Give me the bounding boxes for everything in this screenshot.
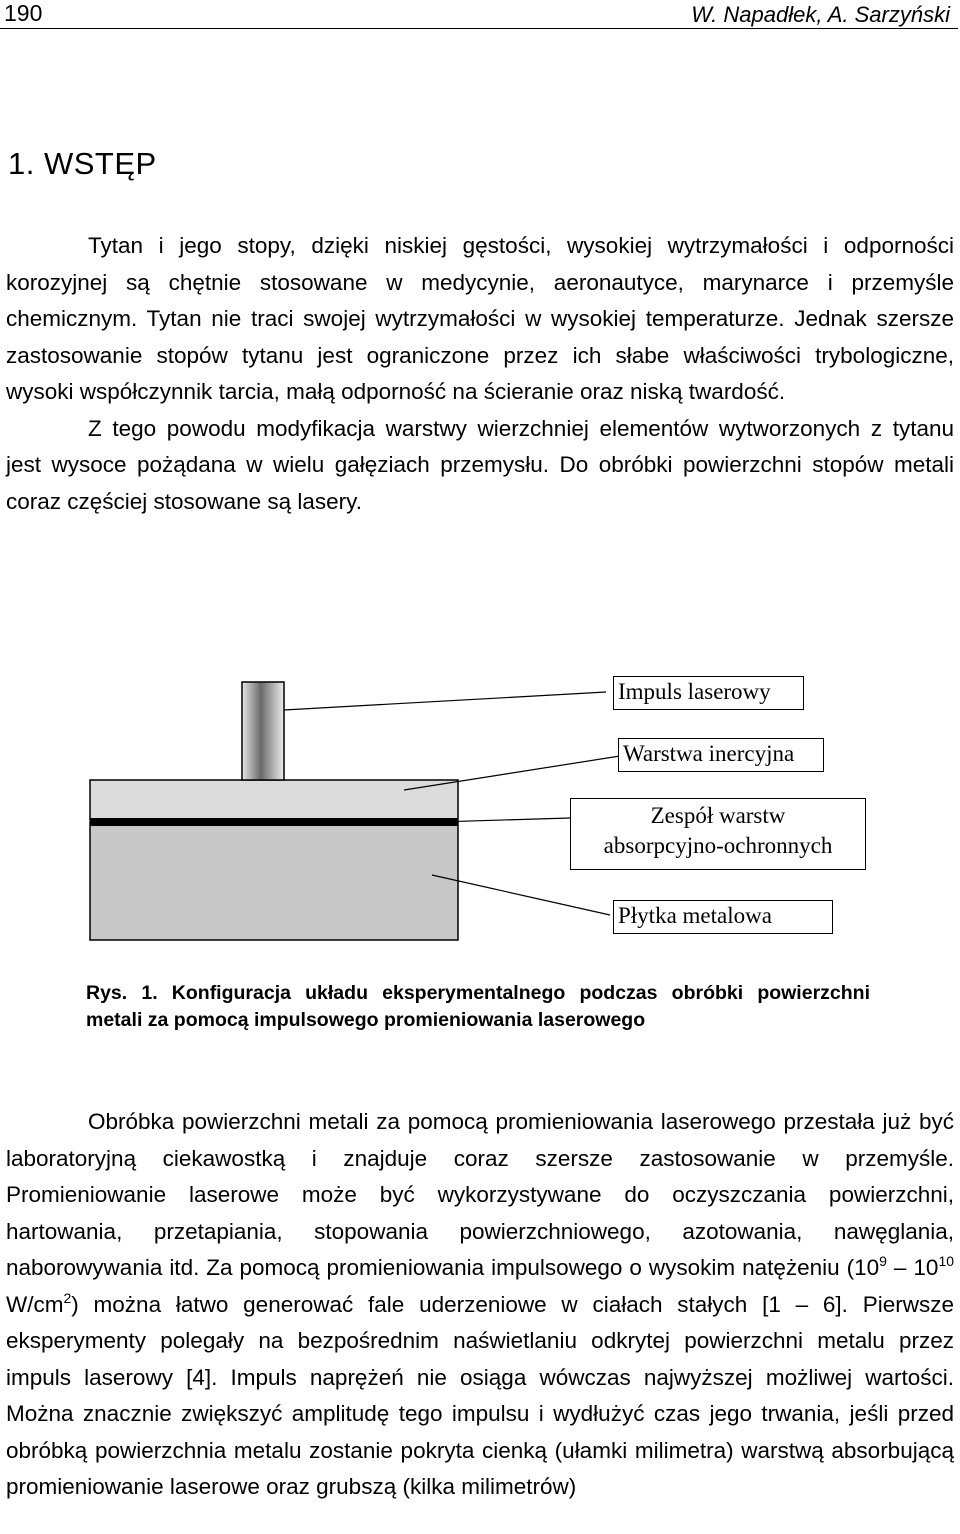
intro-paragraph (6, 228, 954, 520)
figure-caption: Rys. 1. Konfiguracja układu eksperymentalnego podczas obróbki powierzchni metali za pomocą impulsowego promieniowania laserowego (86, 982, 870, 1031)
laser-beam (242, 682, 284, 780)
exponent-2: 10 (938, 1253, 955, 1269)
leader-line-laser-pulse (284, 692, 606, 710)
running-head-authors: W. Napadłek, A. Sarzyński (691, 2, 950, 27)
leader-line-inertial-layer (404, 756, 620, 790)
body-paragraph (6, 1104, 954, 1506)
figure-laser-setup (80, 670, 880, 950)
metal-plate (90, 822, 458, 940)
label-absorption-layers-line-1: Zespół warstw (650, 803, 786, 828)
absorption-layer (90, 818, 458, 826)
body-text-part-2: – 10 (886, 1255, 939, 1280)
section-title: 1. WSTĘP (8, 146, 157, 181)
label-metal-plate: Płytka metalowa (613, 900, 833, 934)
intro-paragraph-part-1: Tytan i jego stopy, dzięki niskiej gęstości, wysokiej wytrzymałości i odporności korozyjnej są chętnie stosowane w medycynie, aeronautyce, marynarce i przemyśle chemicznym. Tytan nie traci swojej wytrzymałości w wysokiej temperaturze. Jednak szersze zastosowanie stopów tytanu jest ograniczone przez ich słabe właściwości trybologiczne, wysoki współczynnik tarcia, małą odporność na ścieranie oraz niską twardość. (6, 233, 954, 404)
label-inertial-layer: Warstwa inercyjna (618, 738, 824, 772)
exponent-3: 2 (63, 1289, 72, 1306)
body-paragraph-text (6, 1104, 954, 1506)
inertial-layer (90, 780, 458, 820)
label-absorption-layers (570, 798, 866, 870)
body-text-part-4: ) można łatwo generować fale uderzeniowe w ciałach stałych [1 – 6]. Pierwsze eksperymenty polegały na bezpośrednim naświetlaniu odkrytej powierzchni metalu przez impuls laserowy [4]. Impuls naprężeń nie osiąga wówczas najwyższej możliwej wartości. Można znacznie zwiększyć amplitudę tego impulsu i wydłużyć czas jego trwania, jeśli przed obróbką powierzchnia metalu zostanie pokryta cienką (ułamki milimetra) warstwą absorbującą promieniowanie laserowe oraz grubszą (kilka milimetrów) (6, 1291, 954, 1499)
label-laser-pulse: Impuls laserowy (613, 676, 804, 710)
page-header (0, 0, 958, 29)
body-text-part-3: W/cm (6, 1291, 64, 1317)
label-absorption-layers-line-2: absorpcyjno-ochronnych (603, 833, 833, 858)
intro-paragraph-part-2: Z tego powodu modyfikacja warstwy wierzchniej elementów wytworzonych z tytanu jest wysoce pożądana w wielu gałęziach przemysłu. Do obróbki powierzchni stopów metali coraz częściej stosowane są lasery. (6, 415, 954, 514)
page-number: 190 (4, 0, 43, 26)
exponent-1: 9 (879, 1253, 887, 1269)
body-text-part-1: Obróbka powierzchni metali za pomocą promieniowania laserowego przestała już być laboratoryjną ciekawostką i znajduje coraz szersze zastosowanie w przemyśle. Promieniowanie laserowe może być wykorzystywane do oczyszczania powierzchni, hartowania, przetapiania, stopowania powierzchniowego, azotowania, nawęglania, naborowywania itd. Za pomocą promieniowania impulsowego o wysokim natężeniu (10 (6, 1109, 954, 1280)
